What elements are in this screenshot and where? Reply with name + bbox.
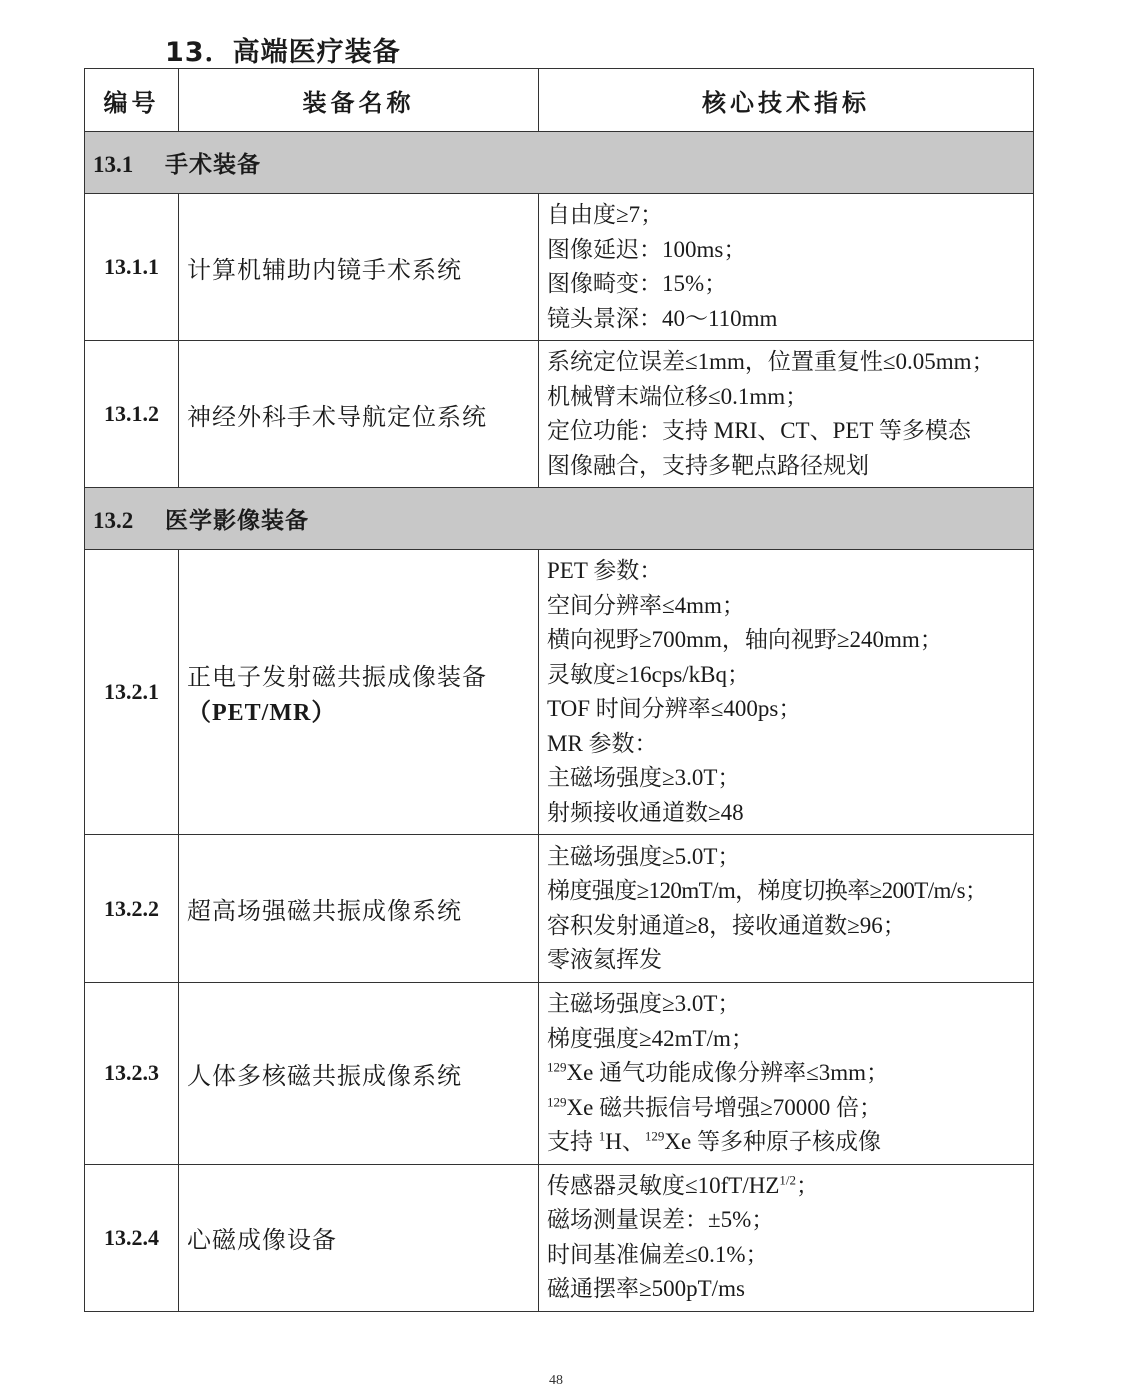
- spec-line: 图像延迟：100ms；: [547, 236, 747, 262]
- spec-line: PET 参数：: [547, 558, 663, 583]
- page-number: 48: [549, 1373, 563, 1388]
- row-specs: [539, 550, 1034, 835]
- spec-line: MR 参数：: [547, 730, 658, 756]
- section-name: 医学影像装备: [165, 508, 309, 534]
- spec-line: 磁通摆率≥500pT/ms: [547, 1276, 745, 1301]
- table-row: [85, 835, 1034, 983]
- section-row: [85, 488, 1034, 550]
- spec-line: 梯度强度≥120mT/m，梯度切换率≥200T/m/s；: [547, 878, 988, 903]
- row-name-text: 正电子发射磁共振成像装备: [187, 663, 487, 691]
- spec-line: 定位功能：支持 MRI、CT、PET 等多模态: [547, 418, 971, 443]
- table-row: [85, 194, 1034, 341]
- spec-line: 时间基准偏差≤0.1%；: [547, 1241, 769, 1267]
- section-number: 13.2: [93, 508, 134, 533]
- spec-line: 主磁场强度≥5.0T；: [547, 843, 741, 869]
- spec-line: 梯度强度≥42mT/m；: [547, 1025, 754, 1051]
- header-name: 装备名称: [179, 69, 539, 132]
- spec-line-text: 传感器灵敏度≤10fT/HZ: [547, 1172, 780, 1198]
- row-name-abbrev: （PET/MR）: [187, 700, 337, 726]
- spec-line: [547, 1091, 1027, 1126]
- table-row: [85, 983, 1034, 1165]
- spec-line: 主磁场强度≥3.0T；: [547, 991, 741, 1016]
- section-row: [85, 132, 1034, 194]
- isotope-superscript: 129: [547, 1059, 567, 1075]
- spec-line: TOF 时间分辨率≤400ps；: [547, 696, 802, 721]
- row-specs: [539, 835, 1034, 983]
- row-specs: [539, 194, 1034, 341]
- spec-table: [84, 68, 1034, 1312]
- row-code: 13.1.2: [85, 341, 179, 488]
- table-row: [85, 1164, 1034, 1311]
- row-code: 13.1.1: [85, 194, 179, 341]
- spec-line-text: Xe 磁共振信号增强≥70000 倍；: [566, 1094, 882, 1120]
- spec-line-text: Xe 通气功能成像分辨率≤3mm；: [566, 1060, 889, 1085]
- row-specs: [539, 341, 1034, 488]
- spec-line: [547, 1169, 1027, 1204]
- spec-line: 图像融合，支持多靶点路径规划: [547, 452, 869, 478]
- spec-line: 镜头景深：40～110mm: [547, 305, 778, 331]
- spec-line: [547, 1125, 1027, 1160]
- spec-line: 磁场测量误差：±5%；: [547, 1207, 775, 1232]
- page-title: 13．高端医疗装备: [165, 37, 401, 68]
- spec-line: 图像畸变：15%；: [547, 271, 728, 296]
- row-code: 13.2.3: [85, 983, 179, 1165]
- row-code: 13.2.2: [85, 835, 179, 983]
- exponent-superscript: 1/2: [779, 1171, 797, 1187]
- row-name: 神经外科手术导航定位系统: [179, 341, 539, 488]
- row-code: 13.2.4: [85, 1164, 179, 1311]
- spec-line: 灵敏度≥16cps/kBq；: [547, 661, 751, 687]
- isotope-superscript: 129: [644, 1128, 665, 1144]
- header-specs: 核心技术指标: [539, 69, 1034, 132]
- spec-line: 横向视野≥700mm，轴向视野≥240mm；: [547, 627, 943, 652]
- section-name: 手术装备: [165, 152, 261, 178]
- table-row: [85, 341, 1034, 488]
- section-heading: [85, 488, 1034, 550]
- header-code: 编号: [85, 69, 179, 132]
- row-specs: [539, 983, 1034, 1165]
- spec-line: 射频接收通道数≥48: [547, 799, 744, 825]
- spec-line: [547, 1056, 1027, 1091]
- spec-line: 容积发射通道≥8，接收通道数≥96；: [547, 912, 906, 938]
- table-header-row: [85, 69, 1034, 132]
- isotope-superscript: 129: [547, 1093, 567, 1109]
- spec-line-text: 支持: [547, 1129, 599, 1154]
- table-row: [85, 550, 1034, 835]
- row-code: 13.2.1: [85, 550, 179, 835]
- spec-line-text: ；: [796, 1172, 820, 1198]
- spec-line: 主磁场强度≥3.0T；: [547, 765, 741, 790]
- section-heading: [85, 132, 1034, 194]
- spec-line: 零液氦挥发: [547, 947, 662, 972]
- spec-line: 系统定位误差≤1mm，位置重复性≤0.05mm；: [547, 349, 995, 374]
- row-name: 计算机辅助内镜手术系统: [179, 194, 539, 341]
- spec-line: 自由度≥7；: [547, 202, 664, 227]
- row-name: 心磁成像设备: [179, 1164, 539, 1311]
- row-specs: [539, 1164, 1034, 1311]
- spec-line: 机械臂末端位移≤0.1mm；: [547, 383, 809, 409]
- row-name: 超高场强磁共振成像系统: [179, 835, 539, 983]
- spec-line-text: H、: [605, 1129, 645, 1154]
- row-name: [179, 550, 539, 835]
- row-name: 人体多核磁共振成像系统: [179, 983, 539, 1165]
- isotope-superscript: 1: [598, 1128, 606, 1144]
- section-number: 13.1: [93, 152, 134, 177]
- spec-line-text: Xe 等多种原子核成像: [664, 1129, 881, 1154]
- spec-line: 空间分辨率≤4mm；: [547, 592, 745, 618]
